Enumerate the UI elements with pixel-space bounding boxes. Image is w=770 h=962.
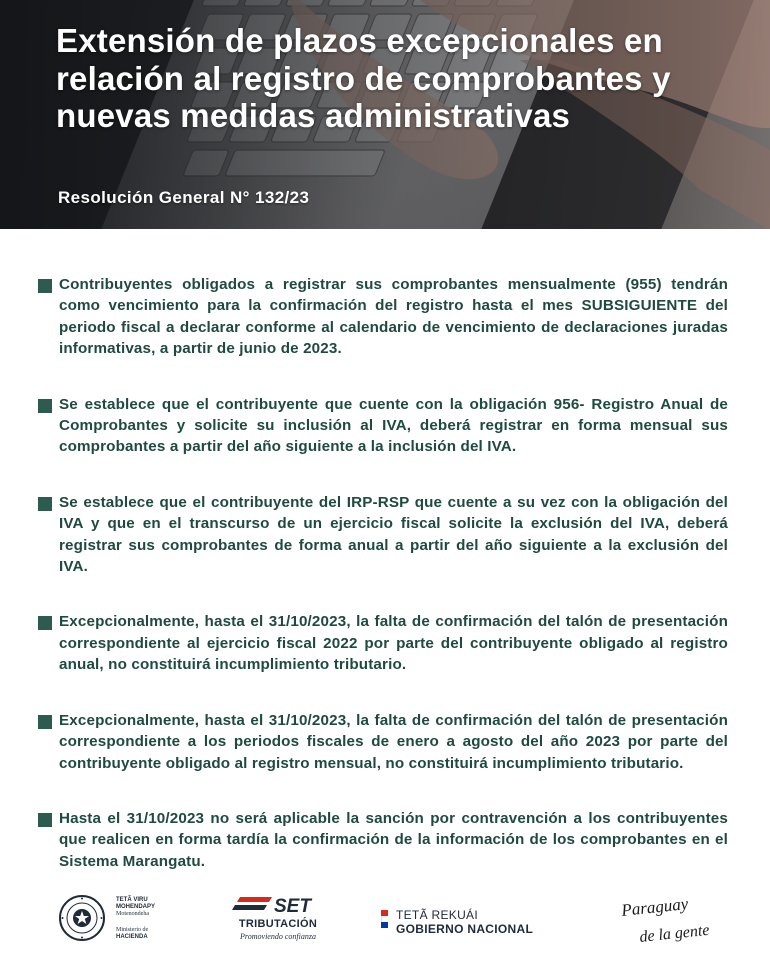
resolution-number: Resolución General N° 132/23	[58, 188, 310, 207]
list-item	[38, 710, 728, 774]
gobierno-nacional-logo	[381, 908, 551, 938]
list-item-text: Se establece que el contribuyente que cuente con la obligación 956- Registro Anual de Comprobantes y solicite su inclusión al IVA, deberá registrar en forma mensual sus comprobantes a partir del año siguiente a la inclusión del IVA.	[59, 395, 728, 456]
square-bullet-icon	[38, 279, 52, 293]
header-banner	[0, 0, 770, 229]
list-item	[38, 611, 728, 675]
square-bullet-icon	[38, 497, 52, 511]
ministry-guarani-line1: TETÃ VIRU	[116, 897, 148, 903]
ministry-of-finance-logo	[58, 894, 158, 944]
footer-logos	[0, 880, 770, 962]
national-seal-icon	[58, 894, 106, 942]
paraguay-de-la-gente-signature	[614, 894, 724, 948]
set-tributacion-logo	[232, 894, 328, 944]
square-bullet-icon	[38, 616, 52, 630]
square-bullet-icon	[38, 399, 52, 413]
ministry-spanish-line1: Ministerio de	[116, 927, 149, 933]
gov-spanish-text: GOBIERNO NACIONAL	[396, 922, 534, 936]
list-item	[38, 394, 728, 458]
set-logo-icon	[232, 894, 324, 918]
gov-guarani-text: TETÃ REKUÁI	[396, 908, 478, 922]
paraguay-signature-line2: de la gente	[638, 921, 711, 946]
square-bullet-icon	[38, 715, 52, 729]
set-logo-text: SET	[274, 896, 311, 917]
ministry-spanish-line2: HACIENDA	[116, 934, 148, 940]
set-tagline: Promoviendo confianza	[240, 932, 316, 941]
paraguay-signature-line1: Paraguay	[620, 894, 690, 920]
list-item	[38, 808, 728, 872]
measures-list	[38, 274, 728, 906]
list-item-text: Excepcionalmente, hasta el 31/10/2023, la falta de confirmación del talón de presentación correspondiente a los periodos fiscales de enero a agosto del año 2023 por parte del contribuyente obligado al registro mensual, no constituirá incumplimiento tributario.	[59, 711, 728, 772]
list-item-text: Hasta el 31/10/2023 no será aplicable la sanción por contravención a los contribuyentes que realicen en forma tardía la confirmación de la información de los comprobantes en el Sistema Marangatu.	[59, 809, 728, 870]
page-title: Extensión de plazos excepcionales en relación al registro de comprobantes y nuevas medidas administrativas	[56, 22, 671, 134]
ministry-guarani-line3: Motenondeha	[116, 911, 149, 917]
list-item-text: Se establece que el contribuyente del IRP-RSP que cuente a su vez con la obligación del IVA y que en el transcurso de un ejercicio fiscal solicite la exclusión del IVA, deberá registrar sus comprobantes de forma anual a partir del año siguiente a la exclusión del IVA.	[59, 493, 728, 576]
list-item	[38, 274, 728, 360]
list-item	[38, 492, 728, 578]
list-item-text: Contribuyentes obligados a registrar sus comprobantes mensualmente (955) tendrán como vencimiento para la confirmación del registro hasta el mes SUBSIGUIENTE del periodo fiscal a declarar conforme al calendario de vencimiento de declaraciones juradas informativas, a partir de junio de 2023.	[59, 276, 728, 358]
list-item-text: Excepcionalmente, hasta el 31/10/2023, la falta de confirmación del talón de presentación correspondiente al ejercicio fiscal 2022 por parte del contribuyente obligado al registro anual, no constituirá incumplimiento tributario.	[59, 613, 728, 674]
ministry-guarani-line2: MOHENDAPY	[116, 904, 156, 910]
flag-icon	[381, 910, 388, 928]
square-bullet-icon	[38, 813, 52, 827]
set-name: TRIBUTACIÓN	[238, 918, 318, 930]
paraguay-de-la-gente-logo	[614, 894, 724, 948]
